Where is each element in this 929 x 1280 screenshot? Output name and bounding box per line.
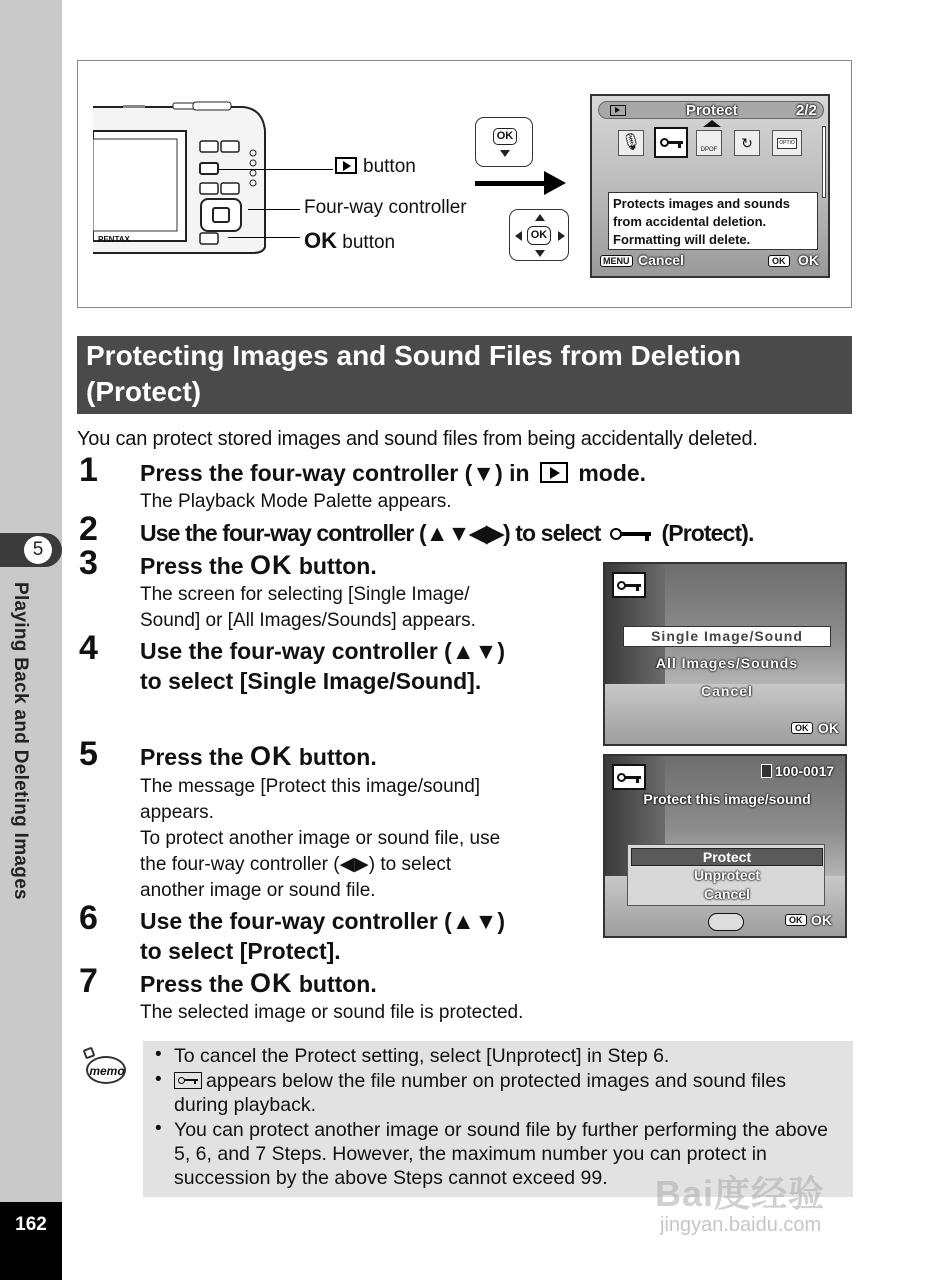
- option-unprotect[interactable]: Unprotect: [693, 867, 761, 883]
- bullet: •: [155, 1118, 162, 1139]
- playback-button-leader: [218, 169, 333, 170]
- voice-memo-icon: 🎙: [618, 130, 644, 156]
- step-title: Press the OK button.: [140, 741, 377, 771]
- menu-description: Protects images and sounds from accidental deletion. Formatting will delete.: [608, 192, 818, 250]
- lcd-protect-confirm-screen: 100-0017 Protect this image/sound Protect Unprotect Cancel OK OK: [603, 754, 847, 938]
- camera-diagram: [77, 60, 852, 308]
- option-protect[interactable]: Protect: [631, 848, 823, 866]
- step-title: Press the OK button.: [140, 968, 377, 998]
- step-number: 3: [79, 544, 98, 582]
- chapter-title: Playing Back and Deleting Images: [10, 582, 31, 900]
- four-way-controller-icon: OK: [509, 209, 569, 261]
- protect-key-icon: [612, 572, 646, 598]
- playback-icon: [540, 462, 568, 483]
- step-number: 2: [79, 510, 98, 548]
- option-cancel[interactable]: Cancel: [704, 886, 750, 902]
- playback-icon: [610, 105, 626, 116]
- section-heading: Protecting Images and Sound Files from Deletion (Protect): [77, 336, 852, 414]
- step-body: The Playback Mode Palette appears.: [140, 491, 452, 512]
- memo-item: You can protect another image or sound file by further performing the above 5, 6, and 7 Steps. However, the maximum number you can protect in succession by the above Steps cannot exceed 99.: [174, 1119, 829, 1189]
- four-way-leader: [248, 209, 300, 210]
- start-screen-icon: OPTIO: [772, 130, 802, 156]
- step-number: 4: [79, 629, 98, 667]
- card-icon: [761, 764, 772, 778]
- dpof-icon: DPOF: [696, 130, 722, 156]
- memo-item: To cancel the Protect setting, select [Unprotect] in Step 6.: [174, 1045, 670, 1067]
- lcd-protect-menu: Protect 2/2 🎙 DPOF ↻ OPTIO Protects images and sounds from accidental deletion. Formatting will delete. MENU Cancel OK OK: [590, 94, 830, 278]
- step-body: The selected image or sound file is protected.: [140, 1002, 524, 1023]
- step-number: 5: [79, 735, 98, 773]
- chapter-number: 5: [24, 536, 52, 564]
- file-number: 100-0017: [775, 763, 835, 779]
- rotate-icon: ↻: [734, 130, 760, 156]
- four-way-callout: Four-way controller: [304, 197, 467, 218]
- protect-key-icon: [612, 764, 646, 790]
- bullet: •: [155, 1044, 162, 1065]
- lcd-protect-select-screen: Single Image/Sound All Images/Sounds Cancel OK OK: [603, 562, 847, 746]
- option-cancel[interactable]: Cancel: [701, 683, 753, 699]
- step-title: Press the four-way controller (▼) in mode.: [140, 460, 647, 486]
- protect-key-icon: [174, 1072, 202, 1089]
- page-number: 162: [15, 1214, 47, 1235]
- confirm-message: Protect this image/sound: [643, 791, 811, 807]
- ok-button-callout: OK button: [304, 228, 396, 253]
- left-right-icon: [708, 913, 744, 931]
- option-all-images[interactable]: All Images/Sounds: [655, 655, 799, 671]
- playback-icon: [335, 157, 357, 174]
- protect-key-icon: [610, 525, 652, 543]
- camera-brand-label: PENTAX: [98, 235, 130, 244]
- watermark: Bai度经验: [655, 1173, 826, 1214]
- ok-button-leader: [228, 237, 300, 238]
- step-number: 7: [79, 962, 98, 1000]
- arrow-right-icon: [475, 181, 547, 186]
- memo-item: appears below the file number on protected images and sound files during playback.: [174, 1070, 786, 1116]
- memo-icon: memo: [82, 1048, 128, 1086]
- step-number: 1: [79, 451, 98, 489]
- step-title: Use the four-way controller (▲▼◀▶) to select (Protect).: [140, 520, 754, 546]
- ok-key-icon: OK: [475, 117, 533, 167]
- watermark-url: jingyan.baidu.com: [660, 1214, 822, 1236]
- option-single-image[interactable]: Single Image/Sound: [623, 626, 831, 647]
- step-title: Press the OK button.: [140, 550, 377, 580]
- step-body: The screen for selecting [Single Image/ Sound] or [All Images/Sounds] appears.: [140, 584, 476, 631]
- step-title: Use the four-way controller (▲▼) to select [Protect].: [140, 908, 506, 964]
- protect-key-icon: [654, 127, 688, 158]
- camera-back-illustration: [93, 101, 268, 256]
- bullet: •: [155, 1069, 162, 1090]
- step-body: The message [Protect this image/sound] appears. To protect another image or sound file, use the four-way controller (◀▶) to select another image or sound file.: [140, 776, 501, 901]
- intro-text: You can protect stored images and sound files from being accidentally deleted.: [77, 428, 758, 450]
- step-number: 6: [79, 899, 98, 937]
- playback-button-callout: button: [335, 156, 416, 178]
- step-title: Use the four-way controller (▲▼) to select [Single Image/Sound].: [140, 638, 506, 694]
